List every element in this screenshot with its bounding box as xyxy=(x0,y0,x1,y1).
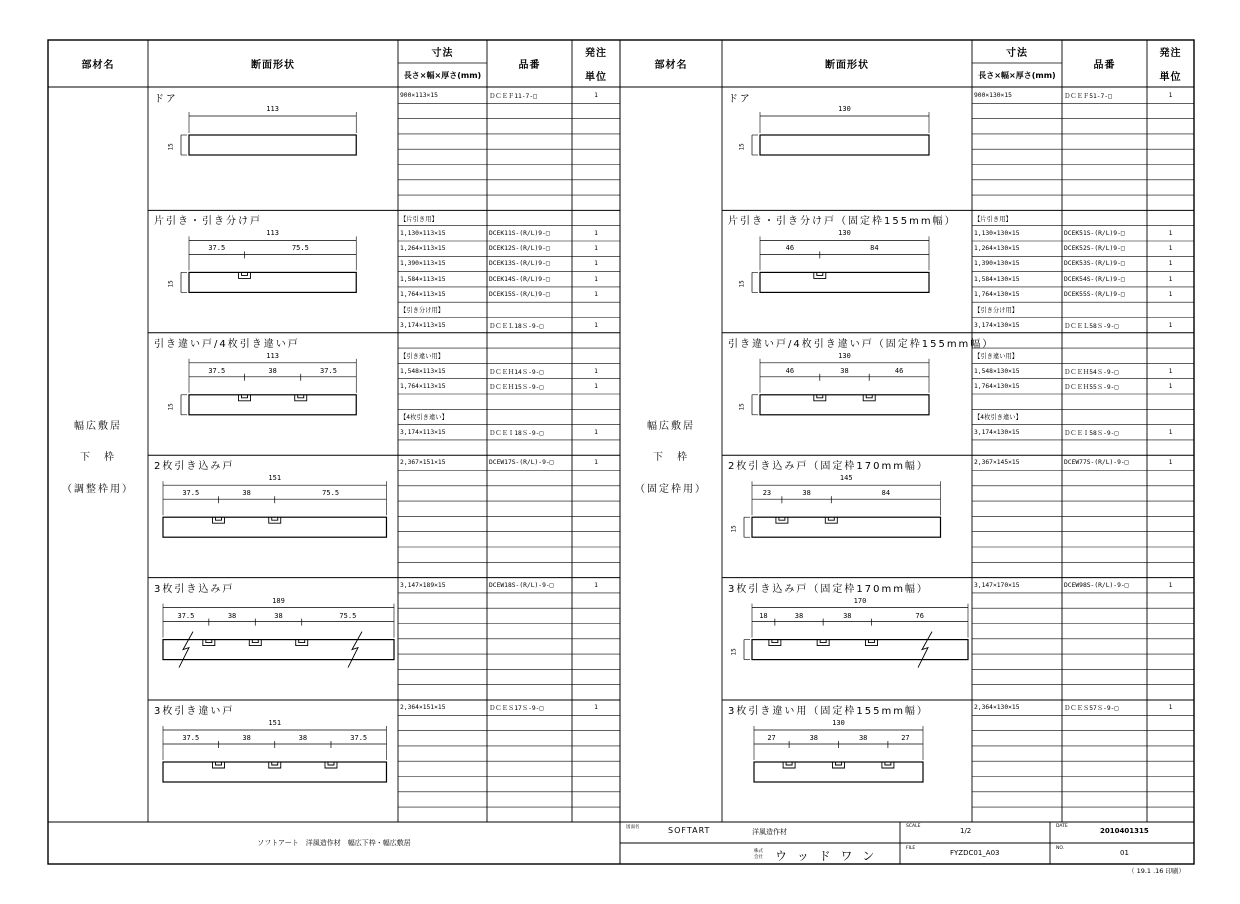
row-part-no: ＤＣＥＩ58Ｓ-9-□ xyxy=(1064,429,1119,437)
row-dimension: 3,174×130×15 xyxy=(974,321,1020,329)
row-part-no: DCEK15S-(R/L)9-□ xyxy=(489,291,550,299)
row-order-unit: 1 xyxy=(594,459,598,467)
row-dimension: 1,390×130×15 xyxy=(974,260,1020,268)
segment-width-label: 38 xyxy=(268,366,277,375)
groove-profile xyxy=(203,640,215,646)
row-order-unit: 1 xyxy=(1168,92,1173,100)
row-order-unit: 1 xyxy=(594,92,598,100)
row-dimension: 3,174×113×15 xyxy=(400,428,446,436)
header-order-1: 発注 xyxy=(1159,48,1182,59)
row-order-unit xyxy=(1147,348,1194,363)
row-part-no: ＤＣＥＳ57Ｓ-9-□ xyxy=(1064,705,1119,713)
print-note: （ 19.1 .16 印刷） xyxy=(1128,867,1186,875)
row-dimension: 1,548×113×15 xyxy=(400,367,446,375)
row-order-unit: 1 xyxy=(1168,459,1173,467)
groove-profile xyxy=(295,395,307,401)
row-dimension: 3,147×170×15 xyxy=(974,581,1020,589)
groove-profile xyxy=(269,762,281,768)
profile-outline xyxy=(752,640,968,660)
company-prefix: 株式会社 xyxy=(754,849,763,860)
row-order-unit: 1 xyxy=(1168,382,1173,390)
row-order-unit xyxy=(572,333,620,348)
row-dimension: 2,367×151×15 xyxy=(400,459,446,467)
row-order-unit: 1 xyxy=(594,428,598,436)
header-order-1: 発注 xyxy=(585,48,607,59)
thickness-label: 15 xyxy=(738,280,746,288)
row-part-no: ＤＣＥＳ17Ｓ-9-□ xyxy=(489,705,544,713)
no-label: NO. xyxy=(1056,846,1065,851)
row-dimension: 1,764×130×15 xyxy=(974,382,1020,390)
segment-width-label: 37.5 xyxy=(320,366,337,375)
segment-width-label: 76 xyxy=(915,611,924,620)
row-dimension: 【引き違い用】 xyxy=(974,353,1019,361)
row-part-no: DCEK54S-(R/L)9-□ xyxy=(1064,275,1125,283)
company-name: ウ ッ ド ワ ン xyxy=(775,849,878,863)
thickness-label: 15 xyxy=(167,403,175,411)
profile-outline xyxy=(189,395,356,415)
row-order-unit xyxy=(1147,333,1194,348)
groove-profile xyxy=(865,640,877,646)
row-part-no: DCEK13S-(R/L)9-□ xyxy=(489,260,550,268)
segment-width-label: 75.5 xyxy=(291,244,309,253)
product-text: 洋風造作材 xyxy=(752,828,787,836)
row-part-no: DCEK12S-(R/L)9-□ xyxy=(489,245,550,253)
row-dimension: 【片引き用】 xyxy=(974,215,1012,223)
segment-width-label: 37.5 xyxy=(182,489,200,498)
break-mark xyxy=(918,632,932,668)
row-order-unit: 1 xyxy=(1168,321,1173,329)
row-part-no xyxy=(487,333,574,348)
section-title: 3枚引き込み戸（固定枠170mm幅） xyxy=(728,583,929,595)
row-part-no: ＤＣＥＬ58Ｓ-9-□ xyxy=(1064,322,1119,330)
groove-profile xyxy=(817,640,829,646)
footer-caption: ソフトアート 洋風造作材 幅広下枠・幅広敷居 xyxy=(257,839,411,847)
row-part-no: DCEK52S-(R/L)9-□ xyxy=(1064,245,1125,253)
segment-width-label: 38 xyxy=(802,489,811,498)
row-order-unit xyxy=(1147,210,1194,225)
file-value: FYZDC01_A03 xyxy=(950,849,1000,857)
header-dimension: 寸法 xyxy=(1006,48,1028,59)
row-dimension: 【片引き用】 xyxy=(400,215,438,223)
groove-profile xyxy=(296,640,308,646)
row-order-unit: 1 xyxy=(594,275,598,283)
thickness-label: 15 xyxy=(167,143,175,151)
segment-width-label: 38 xyxy=(274,611,283,620)
category-label: 下 枠 xyxy=(653,452,689,463)
row-order-unit: 1 xyxy=(1168,260,1173,268)
row-part-no xyxy=(1062,210,1149,225)
row-part-no: DCEK51S-(R/L)9-□ xyxy=(1064,229,1125,237)
profile-outline xyxy=(163,640,394,660)
row-part-no xyxy=(1062,333,1149,348)
row-part-no xyxy=(487,409,574,424)
category-label: 幅広敷居 xyxy=(74,421,122,432)
segment-width-label: 84 xyxy=(870,244,879,253)
groove-profile xyxy=(213,517,225,523)
total-width-label: 130 xyxy=(838,229,851,238)
groove-profile xyxy=(863,395,875,401)
groove-profile xyxy=(814,395,826,401)
row-order-unit: 1 xyxy=(1168,275,1173,283)
section-title: 2枚引き込み戸（固定枠170mm幅） xyxy=(728,461,929,473)
row-order-unit: 1 xyxy=(594,704,598,712)
section-title: 引き違い戸/4枚引き違い戸（固定枠155mm幅） xyxy=(728,338,995,350)
segment-width-label: 38 xyxy=(227,611,237,620)
row-dimension: 【引き分け用】 xyxy=(974,307,1019,315)
thickness-label: 15 xyxy=(730,647,738,656)
header-order-2: 単位 xyxy=(1159,71,1182,83)
row-part-no: DCEW77S-(R/L)-9-□ xyxy=(1064,459,1129,467)
segment-width-label: 38 xyxy=(242,734,251,742)
row-order-unit: 1 xyxy=(594,260,598,268)
row-part-no: ＤＣＥＨ14Ｓ-9-□ xyxy=(489,368,544,376)
total-width-label: 130 xyxy=(838,351,851,360)
row-dimension: 3,174×113×15 xyxy=(400,321,446,329)
segment-width-label: 27 xyxy=(901,734,910,742)
header-cross-section: 断面形状 xyxy=(251,60,295,71)
total-width-label: 170 xyxy=(853,596,867,605)
segment-width-label: 38 xyxy=(809,734,818,742)
section-title: 引き違い戸/4枚引き違い戸 xyxy=(154,338,300,350)
segment-width-label: 37.5 xyxy=(208,366,226,375)
total-width-label: 113 xyxy=(266,105,279,113)
row-dimension xyxy=(398,333,489,348)
break-mark xyxy=(179,632,193,668)
segment-width-label: 84 xyxy=(881,489,891,498)
row-part-no xyxy=(487,210,574,225)
total-width-label: 145 xyxy=(839,474,853,483)
header-dimension-sub: 長さ×幅×厚さ(mm) xyxy=(978,70,1056,80)
groove-profile xyxy=(325,762,337,768)
row-dimension: 【4枚引き違い】 xyxy=(974,414,1022,422)
dwg-label: 図面名 xyxy=(626,825,640,830)
row-part-no: ＤＣＥＨ54Ｓ-9-□ xyxy=(1064,368,1119,376)
groove-profile xyxy=(882,762,894,768)
header-part-no: 品番 xyxy=(1093,60,1116,71)
row-part-no: ＤＣＥＦ11-7-□ xyxy=(489,93,537,101)
row-dimension xyxy=(972,333,1064,348)
profile-outline xyxy=(189,135,356,155)
row-dimension: 【4枚引き違い】 xyxy=(400,414,448,422)
segment-width-label: 46 xyxy=(785,366,795,375)
row-part-no xyxy=(1062,409,1149,424)
row-dimension xyxy=(972,394,1064,409)
row-order-unit: 1 xyxy=(1168,704,1173,712)
row-part-no xyxy=(1062,394,1149,409)
segment-width-label: 37.5 xyxy=(350,734,368,742)
row-order-unit: 1 xyxy=(594,229,598,237)
segment-width-label: 37.5 xyxy=(208,244,226,253)
section-title: 片引き・引き分け戸（固定枠155mm幅） xyxy=(728,216,957,228)
row-order-unit: 1 xyxy=(594,382,598,390)
row-dimension: 2,367×145×15 xyxy=(974,459,1020,467)
row-dimension xyxy=(398,394,489,409)
row-part-no: DCEK14S-(R/L)9-□ xyxy=(489,275,550,283)
groove-profile xyxy=(776,517,788,523)
section-title: ドア xyxy=(154,94,178,105)
row-dimension: 1,548×130×15 xyxy=(974,367,1020,375)
segment-width-label: 38 xyxy=(840,366,849,375)
profile-outline xyxy=(760,395,929,415)
row-order-unit: 1 xyxy=(1168,291,1173,299)
segment-width-label: 38 xyxy=(794,611,804,620)
row-part-no: DCEW17S-(R/L)-9-□ xyxy=(489,459,554,467)
row-dimension: 1,584×113×15 xyxy=(400,275,446,283)
total-width-label: 130 xyxy=(832,719,845,727)
groove-profile xyxy=(814,272,826,278)
row-dimension: 900×113×15 xyxy=(400,92,438,100)
total-width-label: 151 xyxy=(268,719,282,727)
row-part-no xyxy=(487,394,574,409)
row-part-no xyxy=(487,348,574,363)
row-order-unit: 1 xyxy=(1168,581,1173,589)
row-order-unit xyxy=(572,348,620,363)
row-order-unit: 1 xyxy=(594,291,598,299)
row-part-no: DCEW18S-(R/L)-9-□ xyxy=(489,581,554,589)
scale-value: 1/2 xyxy=(960,827,972,835)
row-part-no: ＤＣＥＨ15Ｓ-9-□ xyxy=(489,383,544,391)
row-part-no xyxy=(1062,302,1149,317)
category-label: 幅広敷居 xyxy=(647,421,695,432)
profile-outline xyxy=(760,272,929,292)
row-dimension: 3,174×130×15 xyxy=(974,428,1020,436)
row-part-no xyxy=(1062,348,1149,363)
total-width-label: 130 xyxy=(838,105,851,113)
header-dimension-sub: 長さ×幅×厚さ(mm) xyxy=(403,70,482,80)
file-label: FILE xyxy=(906,846,916,851)
row-order-unit xyxy=(572,210,620,225)
date-label: DATE xyxy=(1056,824,1068,829)
segment-width-label: 38 xyxy=(858,734,868,742)
row-dimension: 1,130×130×15 xyxy=(974,229,1020,237)
row-part-no xyxy=(487,302,574,317)
segment-width-label: 46 xyxy=(785,244,795,253)
header-cross-section: 断面形状 xyxy=(825,60,869,71)
row-part-no: ＤＣＥＨ55Ｓ-9-□ xyxy=(1064,383,1119,391)
header-dimension: 寸法 xyxy=(431,48,454,59)
segment-width-label: 46 xyxy=(894,366,904,375)
row-dimension: 1,130×113×15 xyxy=(400,229,446,237)
row-part-no: ＤＣＥＩ18Ｓ-9-□ xyxy=(489,429,544,437)
section-title: 3枚引き違い戸 xyxy=(154,706,235,717)
segment-width-label: 75.5 xyxy=(322,489,340,498)
thickness-label: 15 xyxy=(738,143,746,151)
row-dimension: 【引き分け用】 xyxy=(400,307,445,315)
groove-profile xyxy=(239,272,251,278)
groove-profile xyxy=(833,762,845,768)
row-order-unit: 1 xyxy=(594,321,598,329)
section-title: 3枚引き込み戸 xyxy=(154,583,235,595)
groove-profile xyxy=(769,640,781,646)
brand-text: SOFTART xyxy=(668,826,711,835)
groove-profile xyxy=(269,517,281,523)
no-value: 01 xyxy=(1120,849,1129,857)
segment-width-label: 37.5 xyxy=(177,611,195,620)
thickness-label: 15 xyxy=(730,525,738,533)
row-order-unit: 1 xyxy=(594,245,598,253)
total-width-label: 113 xyxy=(266,351,279,360)
row-dimension: 1,764×113×15 xyxy=(400,291,446,299)
row-order-unit: 1 xyxy=(1168,229,1173,237)
row-order-unit: 1 xyxy=(1168,245,1173,253)
scale-label: SCALE xyxy=(906,824,921,829)
header-part-name: 部材名 xyxy=(81,60,115,71)
total-width-label: 113 xyxy=(266,229,279,238)
groove-profile xyxy=(825,517,837,523)
row-part-no: ＤＣＥＬ18Ｓ-9-□ xyxy=(489,322,544,330)
row-dimension: 1,264×113×15 xyxy=(400,245,446,253)
total-width-label: 189 xyxy=(272,596,285,605)
total-width-label: 151 xyxy=(268,474,282,483)
row-order-unit xyxy=(572,394,620,409)
row-dimension: 2,364×151×15 xyxy=(400,704,446,712)
section-title: 片引き・引き分け戸 xyxy=(154,216,262,228)
row-order-unit: 1 xyxy=(594,367,598,375)
thickness-label: 15 xyxy=(167,280,175,288)
row-dimension: 1,390×113×15 xyxy=(400,260,446,268)
category-label: （固定枠用） xyxy=(635,484,707,495)
row-order-unit xyxy=(1147,409,1194,424)
row-order-unit xyxy=(572,302,620,317)
row-dimension: 1,764×130×15 xyxy=(974,291,1020,299)
row-part-no: ＤＣＥＦ51-7-□ xyxy=(1064,93,1112,101)
row-dimension: 1,584×130×15 xyxy=(974,275,1020,283)
section-title: ドア xyxy=(728,94,752,105)
row-part-no: DCEK55S-(R/L)9-□ xyxy=(1064,291,1125,299)
groove-profile xyxy=(239,395,251,401)
row-dimension: 1,264×130×15 xyxy=(974,245,1020,253)
row-part-no: DCEK11S-(R/L)9-□ xyxy=(489,229,550,237)
category-label: 下 枠 xyxy=(80,452,116,463)
break-mark xyxy=(348,632,362,668)
row-dimension: 1,764×113×15 xyxy=(400,382,446,390)
segment-width-label: 75.5 xyxy=(339,611,357,620)
date-value: 2010401315 xyxy=(1100,827,1149,835)
row-dimension: 2,364×130×15 xyxy=(974,704,1020,712)
row-order-unit: 1 xyxy=(594,581,598,589)
row-dimension: 3,147×189×15 xyxy=(400,581,446,589)
section-title: 3枚引き違い用（固定枠155mm幅） xyxy=(728,706,929,717)
section-title: 2枚引き込み戸 xyxy=(154,461,235,473)
row-dimension: 900×130×15 xyxy=(974,92,1012,100)
row-part-no: DCEK53S-(R/L)9-□ xyxy=(1064,260,1125,268)
segment-width-label: 37.5 xyxy=(182,734,200,742)
row-part-no: DCEW98S-(R/L)-9-□ xyxy=(1064,581,1129,589)
row-order-unit: 1 xyxy=(1168,367,1173,375)
groove-profile xyxy=(213,762,225,768)
segment-width-label: 38 xyxy=(298,734,308,742)
groove-profile xyxy=(783,762,795,768)
segment-width-label: 38 xyxy=(843,611,852,620)
row-order-unit xyxy=(572,409,620,424)
header-part-no: 品番 xyxy=(518,60,541,71)
row-order-unit xyxy=(1147,302,1194,317)
profile-outline xyxy=(189,272,356,292)
groove-profile xyxy=(249,640,261,646)
row-order-unit: 1 xyxy=(1168,428,1173,436)
segment-width-label: 23 xyxy=(762,489,772,498)
category-label: （調整枠用） xyxy=(62,484,134,495)
row-order-unit xyxy=(1147,394,1194,409)
header-part-name: 部材名 xyxy=(654,60,688,71)
thickness-label: 15 xyxy=(738,403,746,411)
segment-width-label: 18 xyxy=(759,611,768,620)
row-dimension: 【引き違い用】 xyxy=(400,353,445,361)
segment-width-label: 38 xyxy=(242,489,251,498)
header-order-2: 単位 xyxy=(585,71,607,83)
profile-outline xyxy=(760,135,929,155)
segment-width-label: 27 xyxy=(767,734,776,742)
